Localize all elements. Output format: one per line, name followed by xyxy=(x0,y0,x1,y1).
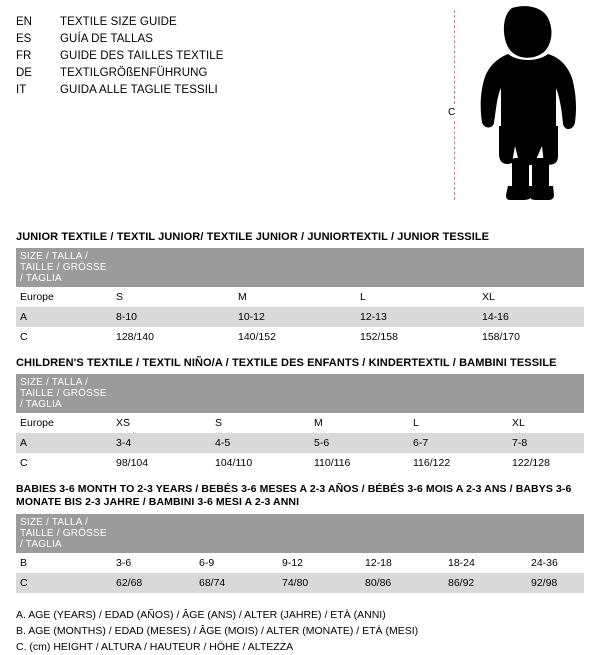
value-cell: 12-18 xyxy=(361,553,444,573)
table-row xyxy=(16,453,584,473)
language-code: FR xyxy=(16,50,32,62)
table-row xyxy=(16,307,584,327)
table-header-blank xyxy=(409,374,508,413)
size-cell: M xyxy=(234,287,356,307)
size-cell: XL xyxy=(478,287,584,307)
language-row xyxy=(16,31,446,48)
row-label: B xyxy=(16,553,112,573)
value-cell: 5-6 xyxy=(310,433,409,453)
value-cell: 158/170 xyxy=(478,327,584,347)
table-row xyxy=(16,287,584,307)
size-table-children xyxy=(16,374,584,473)
table-header-label: SIZE / TALLA / TAILLE / GRÖSSE / TAGLIA xyxy=(16,514,112,553)
row-label: C xyxy=(16,327,112,347)
language-row xyxy=(16,48,446,65)
language-title: GUÍA DE TALLAS xyxy=(60,33,154,45)
size-table-babies xyxy=(16,514,584,593)
language-title: TEXTILE SIZE GUIDE xyxy=(60,16,177,28)
value-cell: 8-10 xyxy=(112,307,234,327)
value-cell: 24-36 xyxy=(527,553,584,573)
table-header-blank xyxy=(112,374,211,413)
language-code: ES xyxy=(16,33,32,45)
table-header-blank xyxy=(112,514,195,553)
language-code: EN xyxy=(16,16,32,28)
table-header-blank xyxy=(195,514,278,553)
value-cell: 10-12 xyxy=(234,307,356,327)
size-cell: S xyxy=(211,413,310,433)
table-row xyxy=(16,327,584,347)
row-label: C xyxy=(16,573,112,593)
language-header-block xyxy=(16,14,446,99)
size-cell: S xyxy=(112,287,234,307)
row-label: A xyxy=(16,433,112,453)
table-row xyxy=(16,553,584,573)
table-header-blank xyxy=(361,514,444,553)
section-junior xyxy=(16,231,584,347)
table-header-blank xyxy=(234,248,356,287)
legend-line-b: B. AGE (MONTHS) / EDAD (MESES) / ÂGE (MOIS) / ALTER (MONATE) / ETÀ (MESI) xyxy=(16,625,419,637)
table-row xyxy=(16,573,584,593)
legend-line-a: A. AGE (YEARS) / EDAD (AÑOS) / ÂGE (ANS) / ALTER (JAHRE) / ETÀ (ANNI) xyxy=(16,609,386,621)
value-cell: 74/80 xyxy=(278,573,361,593)
value-cell: 12-13 xyxy=(356,307,478,327)
size-cell: XS xyxy=(112,413,211,433)
value-cell: 3-4 xyxy=(112,433,211,453)
table-header-blank xyxy=(444,514,527,553)
value-cell: 92/98 xyxy=(527,573,584,593)
language-code: IT xyxy=(16,84,27,96)
table-header-label: SIZE / TALLA / TAILLE / GRÖSSE / TAGLIA xyxy=(16,248,112,287)
table-header-blank xyxy=(211,374,310,413)
value-cell: 68/74 xyxy=(195,573,278,593)
value-cell: 140/152 xyxy=(234,327,356,347)
value-cell: 116/122 xyxy=(409,453,508,473)
value-cell: 152/158 xyxy=(356,327,478,347)
value-cell: 80/86 xyxy=(361,573,444,593)
height-dashed-line xyxy=(454,10,455,200)
table-header-label: SIZE / TALLA / TAILLE / GRÖSSE / TAGLIA xyxy=(16,374,112,413)
section-babies xyxy=(16,483,584,593)
size-cell: XL xyxy=(508,413,584,433)
table-row xyxy=(16,413,584,433)
table-header-row xyxy=(16,514,584,553)
table-header-blank xyxy=(278,514,361,553)
language-code: DE xyxy=(16,67,32,79)
measure-label-c: C xyxy=(448,107,456,118)
row-label: Europe xyxy=(16,413,112,433)
size-table-junior xyxy=(16,248,584,347)
value-cell: 7-8 xyxy=(508,433,584,453)
value-cell: 9-12 xyxy=(278,553,361,573)
size-cell: L xyxy=(409,413,508,433)
value-cell: 62/68 xyxy=(112,573,195,593)
table-header-blank xyxy=(508,374,584,413)
measurement-figure xyxy=(442,6,592,206)
table-header-row xyxy=(16,248,584,287)
language-title: GUIDA ALLE TAGLIE TESSILI xyxy=(60,84,218,96)
value-cell: 98/104 xyxy=(112,453,211,473)
table-header-blank xyxy=(310,374,409,413)
table-row xyxy=(16,433,584,453)
row-label: Europe xyxy=(16,287,112,307)
size-cell: M xyxy=(310,413,409,433)
value-cell: 128/140 xyxy=(112,327,234,347)
language-row xyxy=(16,14,446,31)
value-cell: 110/116 xyxy=(310,453,409,473)
value-cell: 122/128 xyxy=(508,453,584,473)
row-label: C xyxy=(16,453,112,473)
size-cell: L xyxy=(356,287,478,307)
value-cell: 18-24 xyxy=(444,553,527,573)
language-title: GUIDE DES TAILLES TEXTILE xyxy=(60,50,224,62)
section-title: BABIES 3-6 MONTH TO 2-3 YEARS / BEBÉS 3-6 MESES A 2-3 AÑOS / BÉBÉS 3-6 MOIS A 2-3 ANS / BABYS 3-6 MONATE BIS 2-3 JAHRE / BAMBINI 3-6 MESI A 2-3 ANNI xyxy=(16,483,572,508)
language-row xyxy=(16,82,446,99)
section-title: CHILDREN'S TEXTILE / TEXTIL NIÑO/A / TEXTILE DES ENFANTS / KINDERTEXTIL / BAMBINI TESSILE xyxy=(16,357,557,369)
section-title: JUNIOR TEXTILE / TEXTIL JUNIOR/ TEXTILE JUNIOR / JUNIORTEXTIL / JUNIOR TESSILE xyxy=(16,231,490,243)
value-cell: 4-5 xyxy=(211,433,310,453)
value-cell: 6-9 xyxy=(195,553,278,573)
table-header-blank xyxy=(356,248,478,287)
legend-block xyxy=(16,607,584,655)
value-cell: 6-7 xyxy=(409,433,508,453)
legend-line-c: C. (cm) HEIGHT / ALTURA / HAUTEUR / HÖHE / ALTEZZA xyxy=(16,641,294,653)
value-cell: 104/110 xyxy=(211,453,310,473)
language-title: TEXTILGRÖßENFÜHRUNG xyxy=(60,67,208,79)
table-header-blank xyxy=(527,514,584,553)
table-header-blank xyxy=(478,248,584,287)
table-header-blank xyxy=(112,248,234,287)
value-cell: 3-6 xyxy=(112,553,195,573)
value-cell: 14-16 xyxy=(478,307,584,327)
language-row xyxy=(16,65,446,82)
value-cell: 86/92 xyxy=(444,573,527,593)
table-header-row xyxy=(16,374,584,413)
row-label: A xyxy=(16,307,112,327)
toddler-silhouette-icon xyxy=(468,6,588,202)
section-children xyxy=(16,357,584,473)
